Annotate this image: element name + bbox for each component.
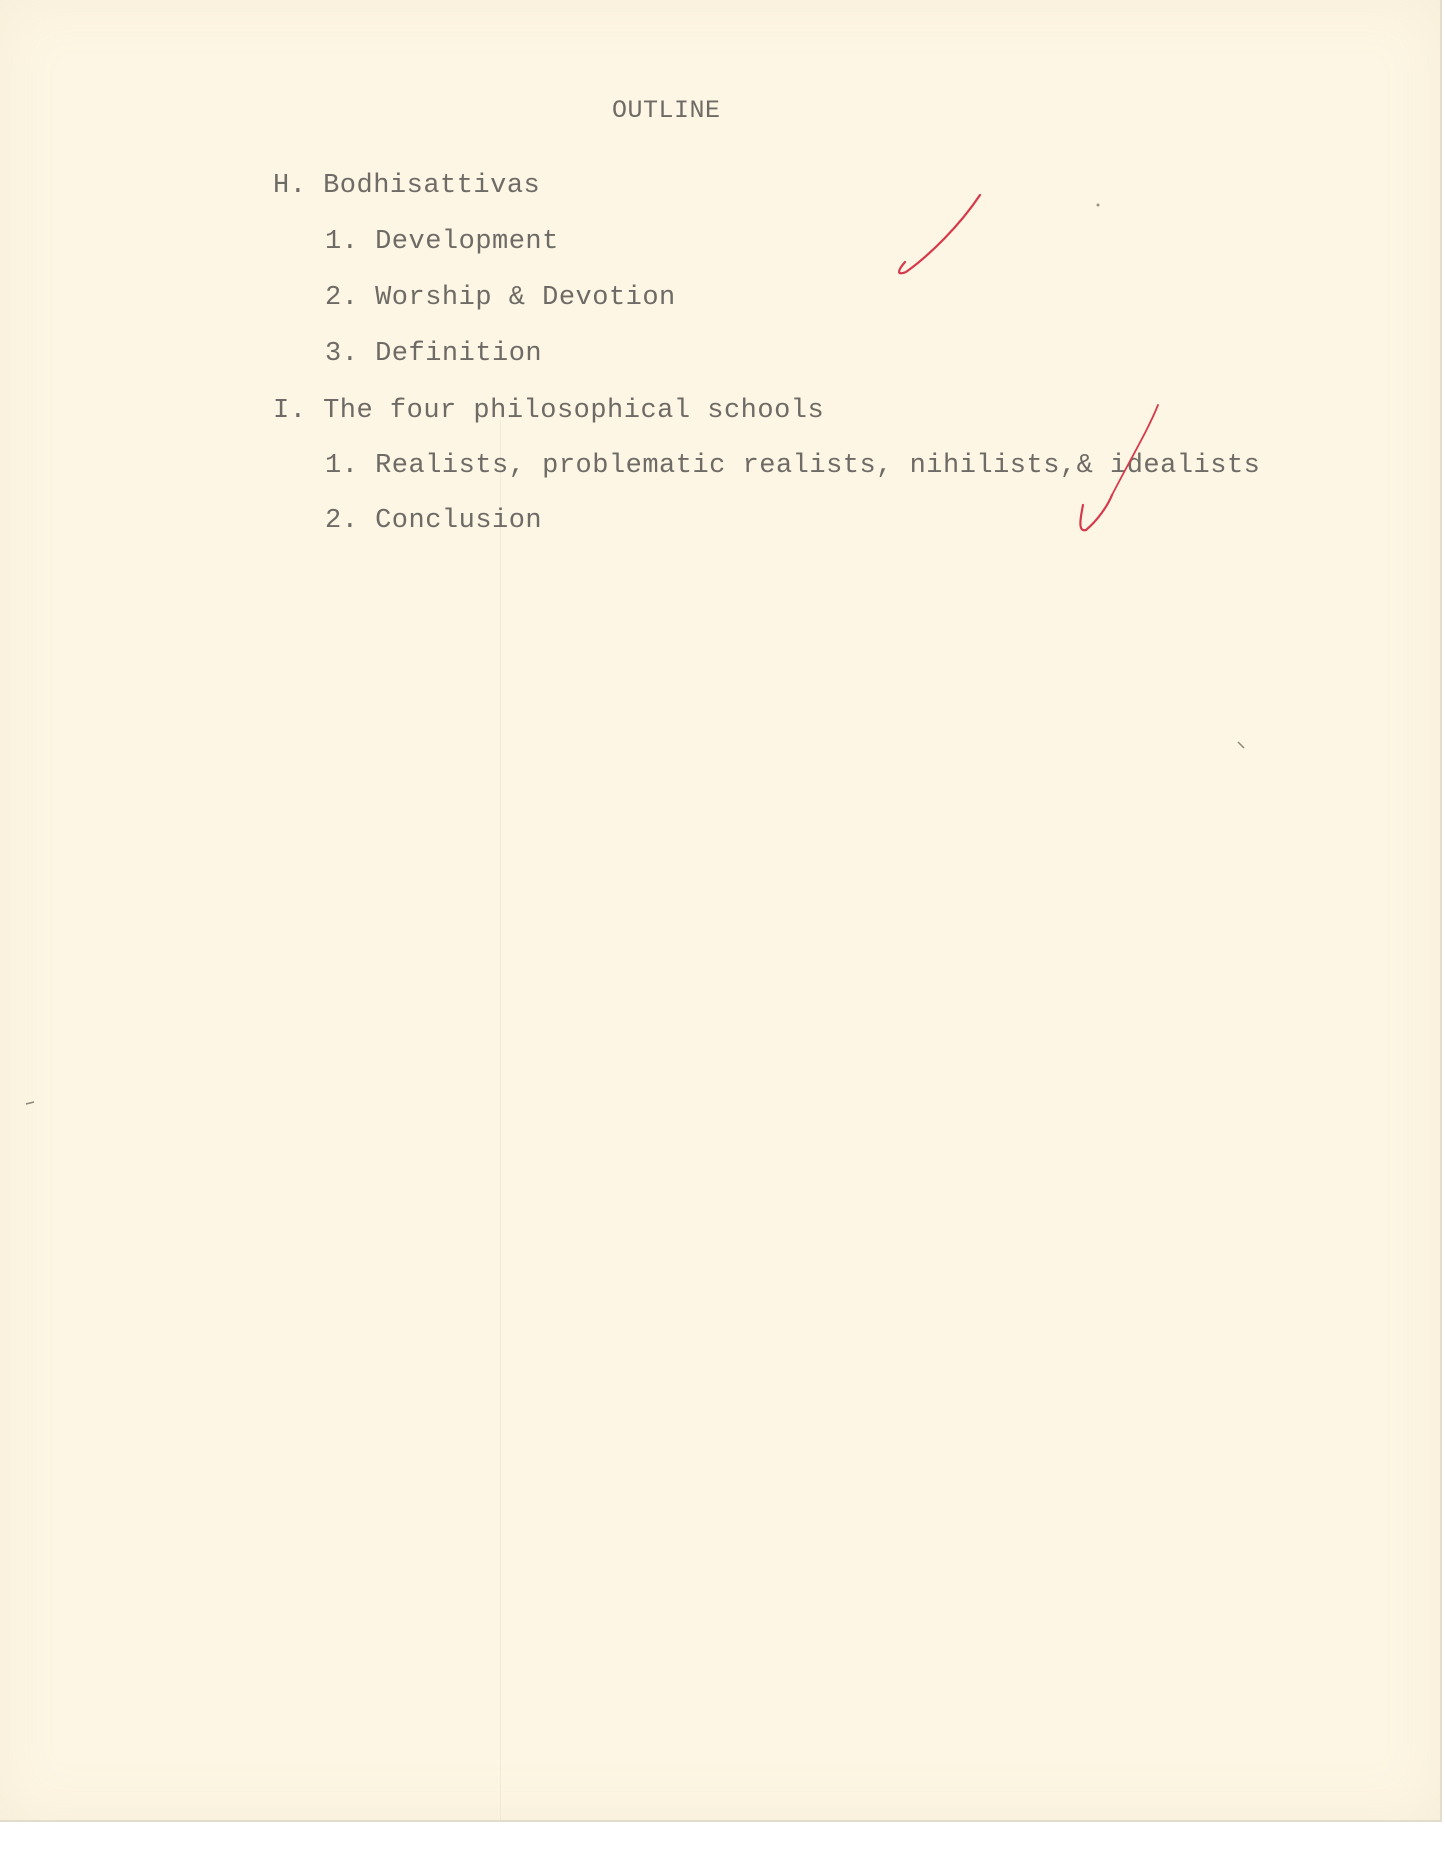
paper-crease xyxy=(500,420,501,1820)
outline-item-development: 1. Development xyxy=(325,227,559,257)
speck-icon xyxy=(1097,204,1100,207)
outline-item-schools: 1. Realists, problematic realists, nihilists,& idealists xyxy=(325,451,1261,481)
outline-item-conclusion: 2. Conclusion xyxy=(325,506,543,536)
section-heading-i: I. The four philosophical schools xyxy=(273,396,825,426)
section-heading-h: H. Bodhisattivas xyxy=(273,171,541,201)
checkmark-icon-1 xyxy=(899,195,980,273)
page-title: OUTLINE xyxy=(612,96,721,125)
outline-item-definition: 3. Definition xyxy=(325,339,543,369)
outline-item-worship-devotion: 2. Worship & Devotion xyxy=(325,283,676,313)
speck-icon-2 xyxy=(1238,742,1244,748)
strike-line-icon xyxy=(1112,405,1158,495)
speck-icon-3 xyxy=(26,1102,34,1104)
checkmark-icon-2 xyxy=(1080,495,1112,530)
